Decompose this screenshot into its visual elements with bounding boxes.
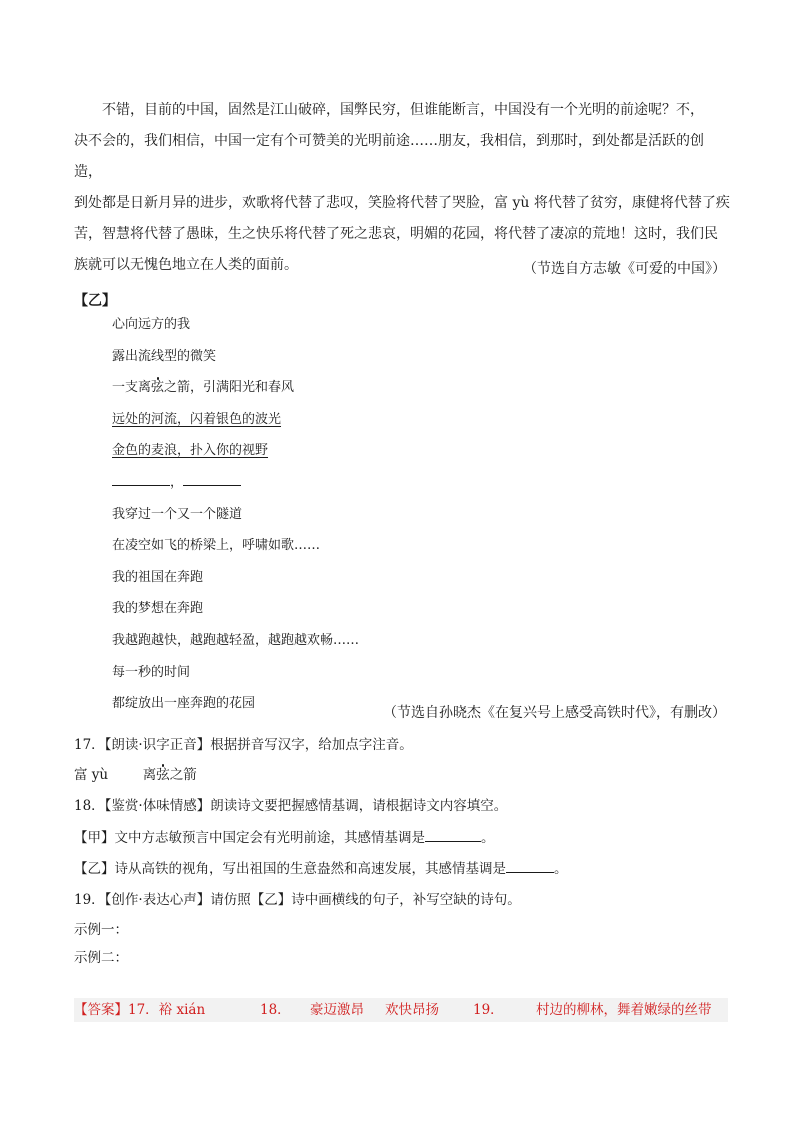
blank-1[interactable] <box>112 471 170 486</box>
jia-line-3: 到处都是日新月异的进步，欢歌将代替了悲叹，笑脸将代替了哭脸，富 yù 将代替了贫穷，康健将代替了疾 <box>74 195 730 211</box>
jia-line-4: 苦，智慧将代替了愚昧，生之快乐将代替了死之悲哀，明媚的花园，将代替了凄凉的荒地！这时，我们民 <box>74 226 718 242</box>
blank-2[interactable] <box>183 471 241 486</box>
q17-items <box>74 763 197 783</box>
q18-jia-text: 【甲】文中方志敏预言中国定会有光明前途，其感情基调是 <box>74 830 425 846</box>
poem-text: 一支离 <box>112 380 152 396</box>
q18-yi <box>74 857 568 877</box>
q17-item-1: 富 yù <box>74 767 109 783</box>
q18-yi-text: 【乙】诗从高铁的视角，写出祖国的生意盎然和高速发展，其感情基调是 <box>74 861 506 877</box>
jia-source: （节选自方志敏《可爱的中国》） <box>523 261 726 277</box>
poem-line <box>112 372 359 404</box>
q18-jia <box>74 826 495 846</box>
poem-line: 我穿过一个又一个隧道 <box>112 506 243 522</box>
jia-line-5: 族就可以无愧色地立在人类的面前。 <box>74 257 298 273</box>
q17-item-2-text: 之箭 <box>169 767 197 783</box>
poem-line: 心向远方的我 <box>112 317 191 332</box>
q17-item-2 <box>143 767 197 783</box>
answer-tag: 【答案】17．裕 xián <box>74 1002 206 1018</box>
question-18: 18．【鉴赏·体味情感】朗读诗文要把握感情基调，请根据诗文内容填空。 <box>74 798 508 814</box>
q18-yi-end: 。 <box>554 861 568 877</box>
dotted-char: 弦 <box>151 380 165 396</box>
yi-source: （节选自孙晓杰《在复兴号上感受高铁时代》，有删改） <box>383 705 726 721</box>
jia-line-2: 决不会的，我们相信，中国一定有个可赞美的光明前途……朋友，我相信，到那时，到处都是活跃的创造， <box>74 133 704 180</box>
question-19: 19．【创作·表达心声】请仿照【乙】诗中画横线的句子，补写空缺的诗句。 <box>74 892 521 908</box>
jia-line-1: 不错，目前的中国，固然是江山破碎，国弊民穷，但谁能断言，中国没有一个光明的前途呢？不， <box>102 102 704 118</box>
underlined-poem-line: 远处的河流，闪着银色的波光 <box>112 411 282 427</box>
answer-18-yi: 欢快昂扬 <box>385 1002 439 1018</box>
poem-line: 在凌空如飞的桥梁上，呼啸如歌…… <box>112 538 321 554</box>
answer-blank[interactable] <box>506 859 554 873</box>
comma: ， <box>170 474 184 490</box>
answer-19-text: 村边的柳林，舞着嫩绿的丝带 <box>536 1002 712 1018</box>
answer-18-jia: 豪迈激昂 <box>310 1002 364 1018</box>
poem-line: 都绽放出一座奔跑的花园 <box>112 696 256 712</box>
poem-line: 我越跑越快，越跑越轻盈，越跑越欢畅…… <box>112 632 360 648</box>
answer-18-number: 18． <box>260 1002 291 1018</box>
question-17: 17．【朗读·识字正音】根据拼音写汉字，给加点字注音。 <box>74 737 413 753</box>
answer-19-number: 19． <box>473 1002 504 1018</box>
q18-jia-end: 。 <box>481 830 495 846</box>
answer-bar <box>74 998 728 1022</box>
underlined-poem-line: 金色的麦浪，扑入你的视野 <box>112 443 269 459</box>
blank-poem-line <box>112 467 359 499</box>
q17-item-2-text: 离 <box>142 767 157 783</box>
poem-line: 每一秒的时间 <box>112 664 191 680</box>
poem-line: 我的祖国在奔跑 <box>112 569 204 585</box>
yi-poem <box>112 309 359 720</box>
poem-line: 我的梦想在奔跑 <box>112 601 204 617</box>
poem-text: 之箭，引满阳光和春风 <box>164 380 295 396</box>
example-2: 示例二： <box>74 950 128 966</box>
poem-line: 露出流线型的微笑 <box>112 348 217 364</box>
answer-blank[interactable] <box>425 828 481 842</box>
dotted-char: 弦 <box>156 767 170 783</box>
example-1: 示例一： <box>74 922 128 938</box>
yi-label: 【乙】 <box>74 293 116 309</box>
jia-passage <box>74 95 730 281</box>
